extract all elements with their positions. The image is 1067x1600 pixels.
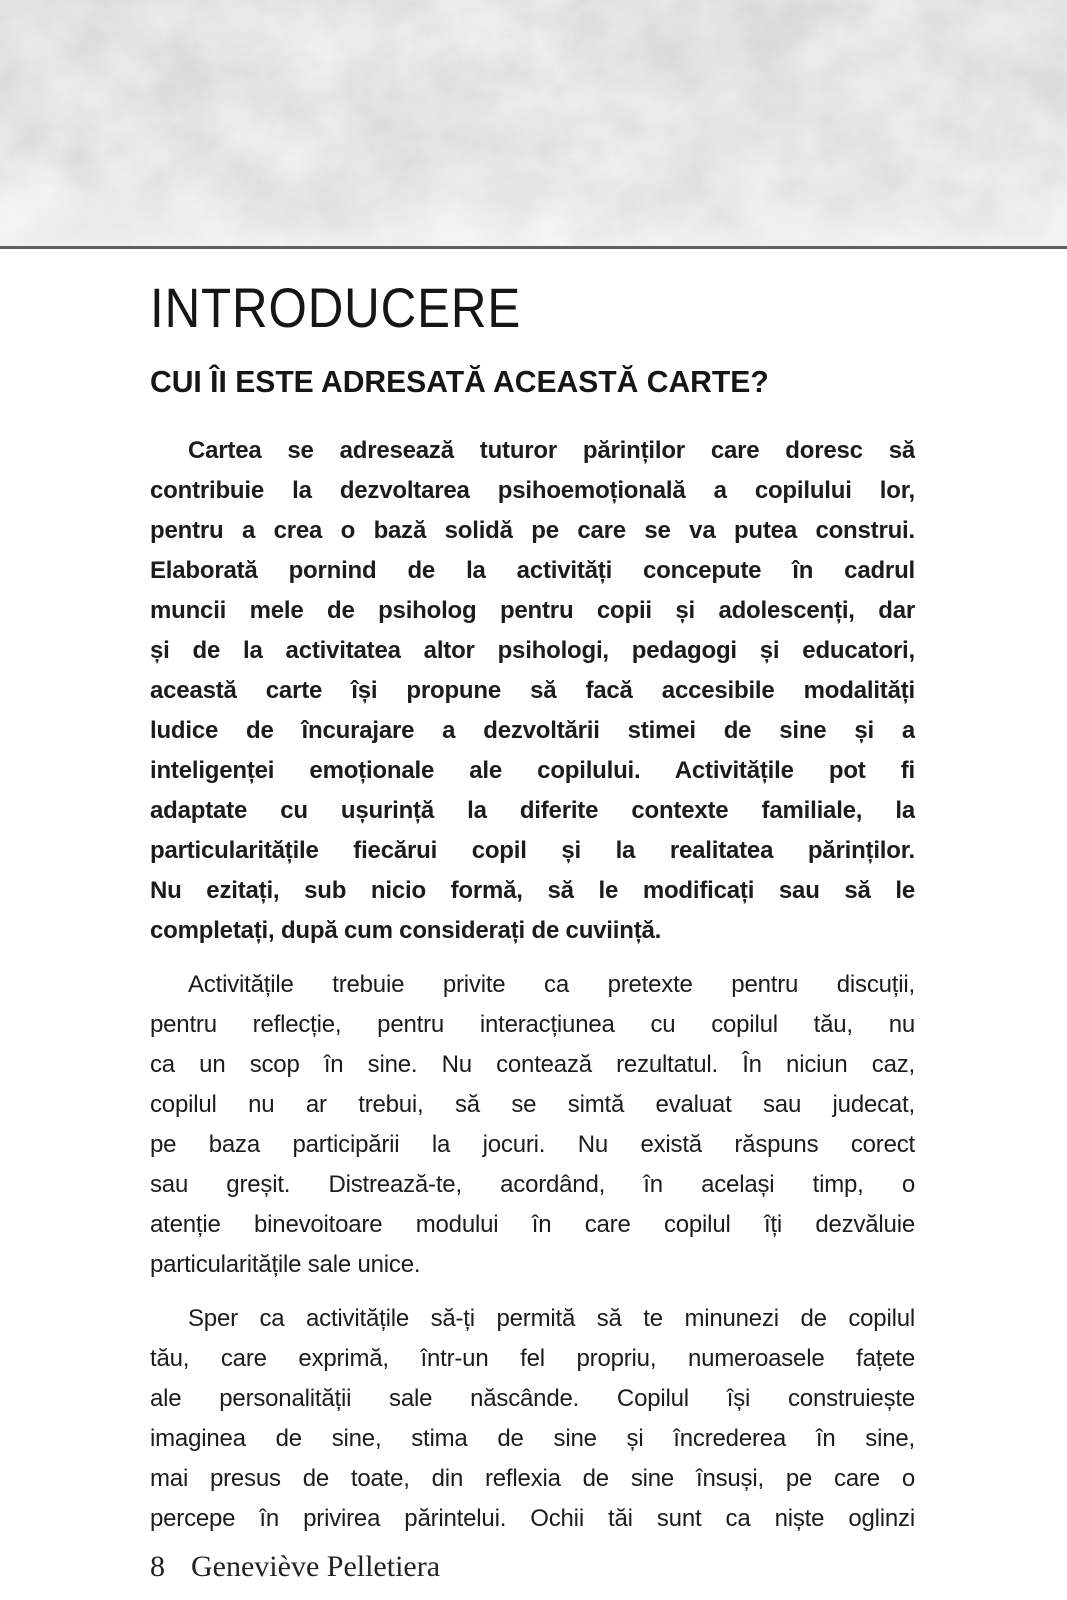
text-line: atenție binevoitoare modului în care copilul îți dezvăluie — [150, 1211, 915, 1238]
page-content — [0, 249, 1067, 1539]
running-footer-author: Geneviève Pelletiera — [191, 1550, 441, 1583]
page-footer — [150, 1550, 440, 1584]
text-line: contribuie la dezvoltarea psihoemoțională a copilului lor, — [150, 477, 915, 504]
paragraph — [150, 1299, 915, 1539]
grunge-texture-graphic — [0, 0, 1067, 246]
text-line: particularitățile sale unice. — [150, 1251, 421, 1278]
text-line: Cartea se adresează tuturor părinților care doresc să — [188, 437, 915, 464]
page-number: 8 — [150, 1550, 165, 1583]
text-line: Nu ezitați, sub nicio formă, să le modificați sau să le — [150, 877, 915, 904]
text-line: muncii mele de psiholog pentru copii și adolescenți, dar — [150, 597, 915, 624]
text-line: ale personalității sale născânde. Copilul își construiește — [150, 1385, 915, 1412]
text-line: Sper ca activitățile să-ți permită să te minunezi de copilul — [188, 1305, 915, 1332]
text-line: particularitățile fiecărui copil și la realitatea părinților. — [150, 837, 915, 864]
text-line: imaginea de sine, stima de sine și încrederea în sine, — [150, 1425, 915, 1452]
text-line: această carte își propune să facă accesibile modalități — [150, 677, 915, 704]
text-line: pentru reflecție, pentru interacțiunea cu copilul tău, nu — [150, 1011, 915, 1038]
text-line: copilul nu ar trebui, să se simtă evaluat sau judecat, — [150, 1091, 915, 1118]
section-heading: CUI ÎI ESTE ADRESATĂ ACEASTĂ CARTE? — [150, 364, 769, 399]
text-line: pe baza participării la jocuri. Nu există răspuns corect — [150, 1131, 915, 1158]
text-line: completați, după cum considerați de cuviință. — [150, 917, 662, 944]
text-line: inteligenței emoționale ale copilului. Activitățile pot fi — [150, 757, 915, 784]
paragraph — [150, 965, 915, 1285]
header-texture-image — [0, 0, 1067, 249]
paragraph — [150, 431, 915, 951]
text-line: Elaborată pornind de la activități concepute în cadrul — [150, 557, 915, 584]
text-line: ca un scop în sine. Nu contează rezultatul. În niciun caz, — [150, 1051, 915, 1078]
text-line: ludice de încurajare a dezvoltării stimei de sine și a — [150, 717, 915, 744]
body-text — [150, 431, 915, 1539]
text-line: tău, care exprimă, într-un fel propriu, numeroasele fațete — [150, 1345, 915, 1372]
text-line: percepe în privirea părintelui. Ochii tăi sunt ca niște oglinzi — [150, 1505, 915, 1532]
chapter-title: INTRODUCERE — [150, 276, 522, 339]
text-line: adaptate cu ușurință la diferite contexte familiale, la — [150, 797, 915, 824]
text-line: sau greșit. Distrează-te, acordând, în același timp, o — [150, 1171, 915, 1198]
text-line: pentru a crea o bază solidă pe care se va putea construi. — [150, 517, 915, 544]
text-line: mai presus de toate, din reflexia de sine însuși, pe care o — [150, 1465, 915, 1492]
text-line: și de la activitatea altor psihologi, pedagogi și educatori, — [150, 637, 915, 664]
text-line: Activitățile trebuie privite ca pretexte pentru discuții, — [188, 971, 915, 998]
